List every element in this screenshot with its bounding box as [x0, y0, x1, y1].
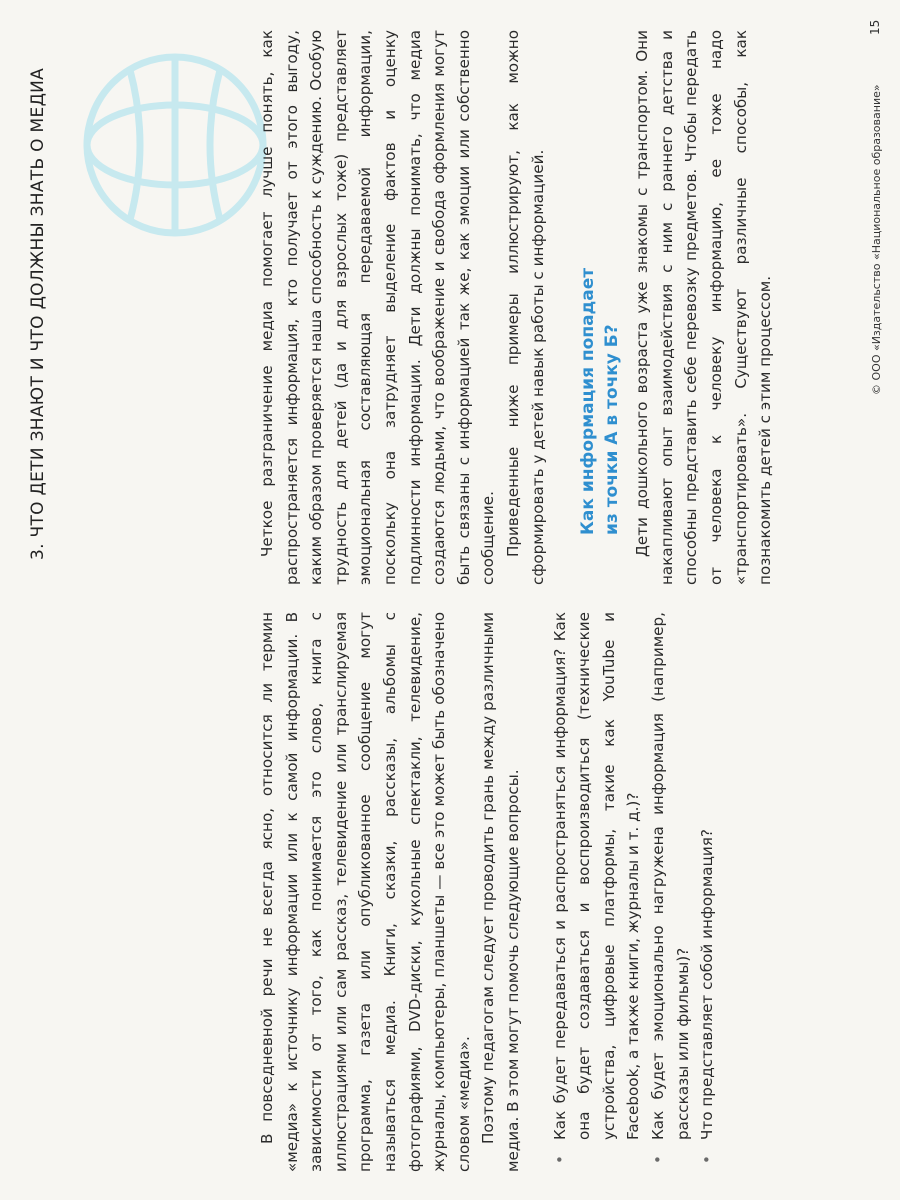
question-item: • Как будет передаваться и распространяться информация? Как она будет создаваться и воспроизводиться (технические устройства, цифровые платформы, такие как YouTube и Facebook, а также книги, журналы и т. д.)?: [548, 612, 646, 1172]
left-paragraph-1: В повседневной речи не всегда ясно, относится ли термин «медиа» к источнику информации или к самой информации. В зависимости от того, как понимается это слово, книга с иллюстрациями или сам рассказ, телевидение или транслируемая программа, газета или опубликованное сообщение могут называться медиа. Книги, сказки, рассказы, альбомы с фотографиями, DVD-диски, кукольные спектакли, телевидение, журналы, компьютеры, планшеты — все это может быть обозначено словом «медиа».: [258, 612, 473, 1172]
right-paragraph-3: Дети дошкольного возраста уже знакомы с транспортом. Они накапливают опыт взаимодействия с ним с раннего детства и способны представить себе перевозку предметов. Чтобы передать от человека к человеку информацию, ее тоже надо «транспортировать». Существуют различные способы, как познакомить детей с этим процессом.: [633, 30, 775, 585]
question-list: [548, 612, 720, 1172]
subheading-line-1: Как информация попадает: [578, 267, 599, 535]
right-column: [255, 30, 778, 585]
right-paragraph-2: Приведенные ниже примеры иллюстрируют, как можно сформировать у детей навык работы с информацией.: [503, 30, 547, 585]
chapter-header: 3. ЧТО ДЕТИ ЗНАЮТ И ЧТО ДОЛЖНЫ ЗНАТЬ О МЕДИА: [28, 67, 48, 560]
section-subheading: [576, 30, 624, 535]
question-item: • Что представляет собой информация?: [695, 612, 720, 1172]
globe-decoration-icon: [70, 40, 280, 250]
copyright-footer: © ООО «Издательство «Национальное образование»: [870, 84, 883, 395]
left-paragraph-2: Поэтому педагогам следует проводить грань между различными медиа. В этом могут помочь следующие вопросы.: [479, 612, 522, 1172]
page-number: 15: [868, 19, 882, 35]
subheading-line-2: из точки А в точку Б?: [602, 324, 623, 535]
right-paragraph-1: Четкое разграничение медиа помогает лучше понять, как распространяется информация, кто получает от этого выгоду, каким образом проверяется наша способность к суждению. Особую трудность для детей (да и для взрослых тоже) представляет эмоциональная составляющая передаваемой информации, поскольку она затрудняет выделение фактов и оценку подлинности информации. Дети должны понимать, что медиа создаются людьми, что воображение и свобода оформления могут быть связаны с информацией так же, как эмоции или собственно сообщение.: [258, 30, 498, 585]
left-column: [255, 612, 720, 1172]
question-item: • Как будет эмоционально нагружена информация (например, рассказы или фильмы)?: [646, 612, 695, 1172]
